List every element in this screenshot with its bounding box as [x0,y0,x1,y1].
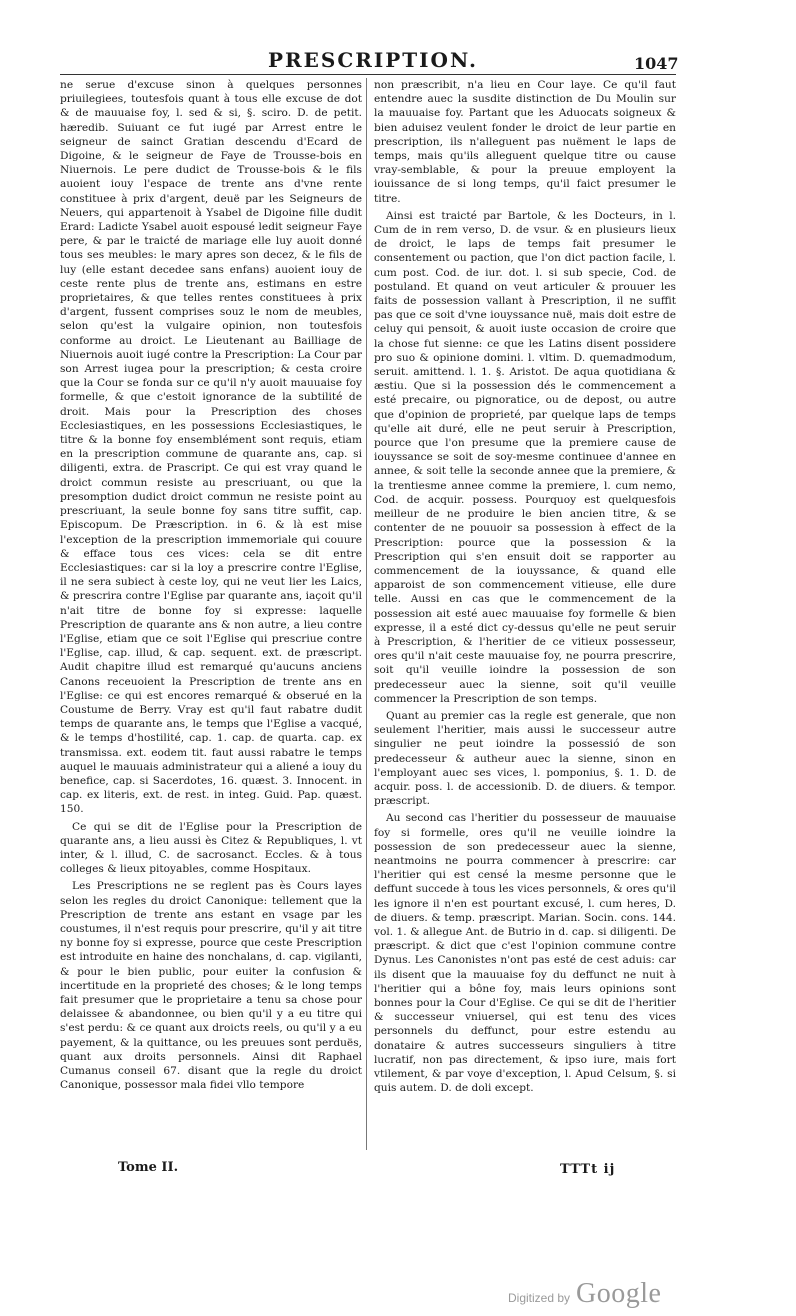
google-logo: Google [576,1278,662,1309]
page-number: 1047 [634,54,679,73]
paragraph: Ainsi est traicté par Bartole, & les Docteurs, in l. Cum de in rem verso, D. de vsur. & en plusieurs lieux de droict, le laps de temps fait presumer le consentement ou paction, que l'on dict paction facile, l. cum post. Cod. de iur. dot. l. si sub specie, Cod. de postuland. Et quand on veut articuler & prouuer les faits de possession vallant à Prescription, il ne suffit pas que ce soit d'vne iouyssance nuë, mais doit estre de celuy qui pensoit, & auoit iuste occasion de croire que la chose fut sienne: ce que les Latins disent possidere pro suo & opinione domini. l. vltim. D. quemadmodum, seruit. amittend. l. 1. §. Aristot. De aqua quotidiana & æstiu. Que si la possession dés le commencement a esté precaire, ou pignoratice, ou de depost, ou autre que d'opinion de proprieté, par quelque laps de temps qu'elle ait duré, elle ne peut seruir à Prescription, pource que l'on presume que la premiere cause de iouyssance se soit de soy-mesme continuee d'annee en annee, & soit telle la seconde annee que la premiere, & la trentiesme annee comme la premiere, l. cum nemo, Cod. de acquir. possess. Pourquoy est quelquesfois meilleur de ne produire le bien ancien titre, & se contenter de ne pouuoir sa possession à effect de la Prescription: pource que la possession & la Prescription qui s'en ensuit doit se rapporter au commencement de la iouyssance, & quand elle apparoist de son commencement vitieuse, elle dure telle. Aussi en cas que le commencement de la possession ait esté auec mauuaise foy formelle & bien expresse, il a esté dict cy-dessus qu'elle ne peut seruir à Prescription, & l'heritier de ce vitieux possesseur, ores qu'il n'ait ceste mauuaise foy, ne pourra prescrire, soit qu'il veuille ioindre la possession de son predecesseur auec la sienne, soit qu'il veuille commencer la Prescription de son temps. [374,209,676,705]
right-column [374,78,676,1098]
paragraph: ne serue d'excuse sinon à quelques personnes priuilegiees, toutesfois quant à tous elle excuse de dot & de mauuaise foy, l. sed & si, §. sciro. D. de petit. hæredib. Suiuant ce fut iugé par Arrest entre le seigneur de sainct Gratian descendu d'Ecard de Digoine, & le seigneur de Faye de Trousse-bois en Niuernois. Le pere dudict de Trousse-bois & le fils auoient iouy l'espace de trente ans d'vne rente constituee à prix d'argent, deuë par les Seigneurs de Neuers, qui appartenoit à Ysabel de Digoine fille dudit Erard: Ladicte Ysabel auoit espousé ledit seigneur Faye pere, & par le traicté de mariage elle luy auoit donné tous ses meubles: le mary apres son decez, & le fils de luy (elle estant decedee sans enfans) auoient iouy de ceste rente plus de trente ans, estimans en estre proprietaires, & que telles rentes constituees à prix d'argent, fussent comprises souz le nom de meubles, selon qu'est la vulgaire opinion, non toutesfois conforme au droict. Le Lieutenant au Bailliage de Niuernois auoit iugé contre la Prescription: La Cour par son Arrest iugea pour la prescription; & cesta croire que la Cour se fonda sur ce qu'il n'y auoit mauuaise foy formelle, & que c'estoit ignorance de la subtilité de droit. Mais pour la Prescription des choses Ecclesiastiques, en les possessions Ecclesiastiques, le titre & la bonne foy ensemblément sont requis, etiam en la prescription commune de quarante ans, cap. si diligenti, extra. de Prascript. Ce qui est vray quand le droict commun resiste au prescriuant, ou que la presomption dudict droict commun ne resiste point au prescriuant, la seule bonne foy sans titre suffit, cap. Episcopum. De Præscription. in 6. & là est mise l'exception de la prescription immemoriale qui couure & efface tous ces vices: cela se dit entre Ecclesiastiques: car si la loy a prescrire contre l'Eglise, il ne sera subiect à ceste loy, qui ne veut lier les Laics, & prescrira contre l'Eglise par quarante ans, iaçoit qu'il n'ait titre de bonne foy si expresse: laquelle Prescription de quarante ans & non autre, a lieu contre l'Eglise, etiam que ce soit l'Eglise qui prescriue contre l'Eglise, cap. illud, & cap. sequent. ext. de præscript. Audit chapitre illud est remarqué qu'aucuns anciens Canons receuoient la Prescription de trente ans en l'Eglise: ce qui est encores remarqué & obserué en la Coustume de Berry. Vray est qu'il faut rabatre dudit temps de quarante ans, le temps que l'Eglise a vacqué, & le temps d'hostilité, cap. 1. cap. de quarta. cap. ex transmissa. ext. eodem tit. faut aussi rabatre le temps auquel le mauuais administrateur qui a aliené a iouy du benefice, cap. si Sacerdotes, 16. quæst. 3. Innocent. in cap. ex literis, ext. de rest. in integ. Guid. Pap. quæst. 150. [60,79,362,816]
paragraph: Quant au premier cas la regle est generale, que non seulement l'heritier, mais aussi le successeur autre singulier ne peut ioindre la possessió de son predecesseur & autheur auec la sienne, sinon en l'employant auec ses vices, l. pomponius, §. 1. D. de acquir. poss. l. de accessionib. D. de diuers. & tempor. præscript. [374,709,676,808]
volume-label: Tome II. [118,1160,179,1175]
paragraph: Les Prescriptions ne se reglent pas ès Cours layes selon les regles du droict Canonique: tellement que la Prescription de trente ans estant en vsage par les coustumes, il n'est requis pour prescrire, qu'il y ait titre ny bonne foy si expresse, pource que ceste Prescription est introduite en haine des nonchalans, d. cap. vigilanti, & pour le bien public, pour euiter la confusion & incertitude en la proprieté des choses; & le long temps fait presumer que le proprietaire a tenu sa chose pour delaissee & abandonnee, ou bien qu'il y a eu titre qui s'est perdu: & ce quant aux droicts reels, ou qu'il y a eu payement, & la quittance, ou les preuues sont perduës, quant aux droits personnels. Ainsi dit Raphael Cumanus conseil 67. disant que la regle du droict Canonique, possessor mala fidei vllo tempore [60,880,362,1092]
left-column [60,78,362,1095]
column-divider [366,78,367,1150]
signature-mark: TTTt ij [560,1162,616,1177]
watermark-prefix: Digitized by [508,1291,571,1305]
header-rule [60,74,676,75]
digitized-watermark [508,1270,748,1310]
running-title: PRESCRIPTION. [268,48,478,72]
paragraph: non præscribit, n'a lieu en Cour laye. Ce qu'il faut entendre auec la susdite distinction de Du Moulin sur la mauuaise foy. Partant que les Aduocats soigneux & bien aduisez veulent fonder le droict de leur partie en prescription, ils n'alleguent pas nuëment le laps de temps, mais qu'ils alleguent quelque titre ou cause vray-semblable, & pour la preuue employent la iouissance de si long temps, qu'il faict presumer le titre. [374,79,676,205]
paragraph: Ce qui se dit de l'Eglise pour la Prescription de quarante ans, a lieu aussi ès Citez & Republiques, l. vt inter, & l. illud, C. de sacrosanct. Eccles. & à tous colleges & lieux pitoyables, comme Hospitaux. [60,820,362,876]
paragraph: Au second cas l'heritier du possesseur de mauuaise foy si formelle, ores qu'il ne veuille ioindre la possession de son predecesseur auec la sienne, neantmoins ne pourra commencer à prescrire: car l'heritier qui est censé la mesme personne que le deffunt succede à tous les vices personnels, & ores qu'il les ignore il n'en est pourtant excusé, l. cum heres, D. de diuers. & temp. præscript. Marian. Socin. cons. 144. vol. 1. & allegue Ant. de Butrio in d. cap. si diligenti. De præscript. & dict que c'est l'opinion commune contre Dynus. Les Canonistes n'ont pas esté de cest aduis: car ils disent que la mauuaise foy du deffunct ne nuit à l'heritier qui a bône foy, mais leurs opinions sont bonnes pour la Cour d'Eglise. Ce qui se dit de l'heritier & successeur vniuersel, qui est tenu des vices personnels du deffunct, pour estre estendu au donataire & autres successeurs singuliers à titre lucratif, non pas directement, & ipso iure, mais fort vtilement, & par voye d'exception, l. Apud Celsum, §. si quis autem. D. de doli except. [374,812,676,1095]
